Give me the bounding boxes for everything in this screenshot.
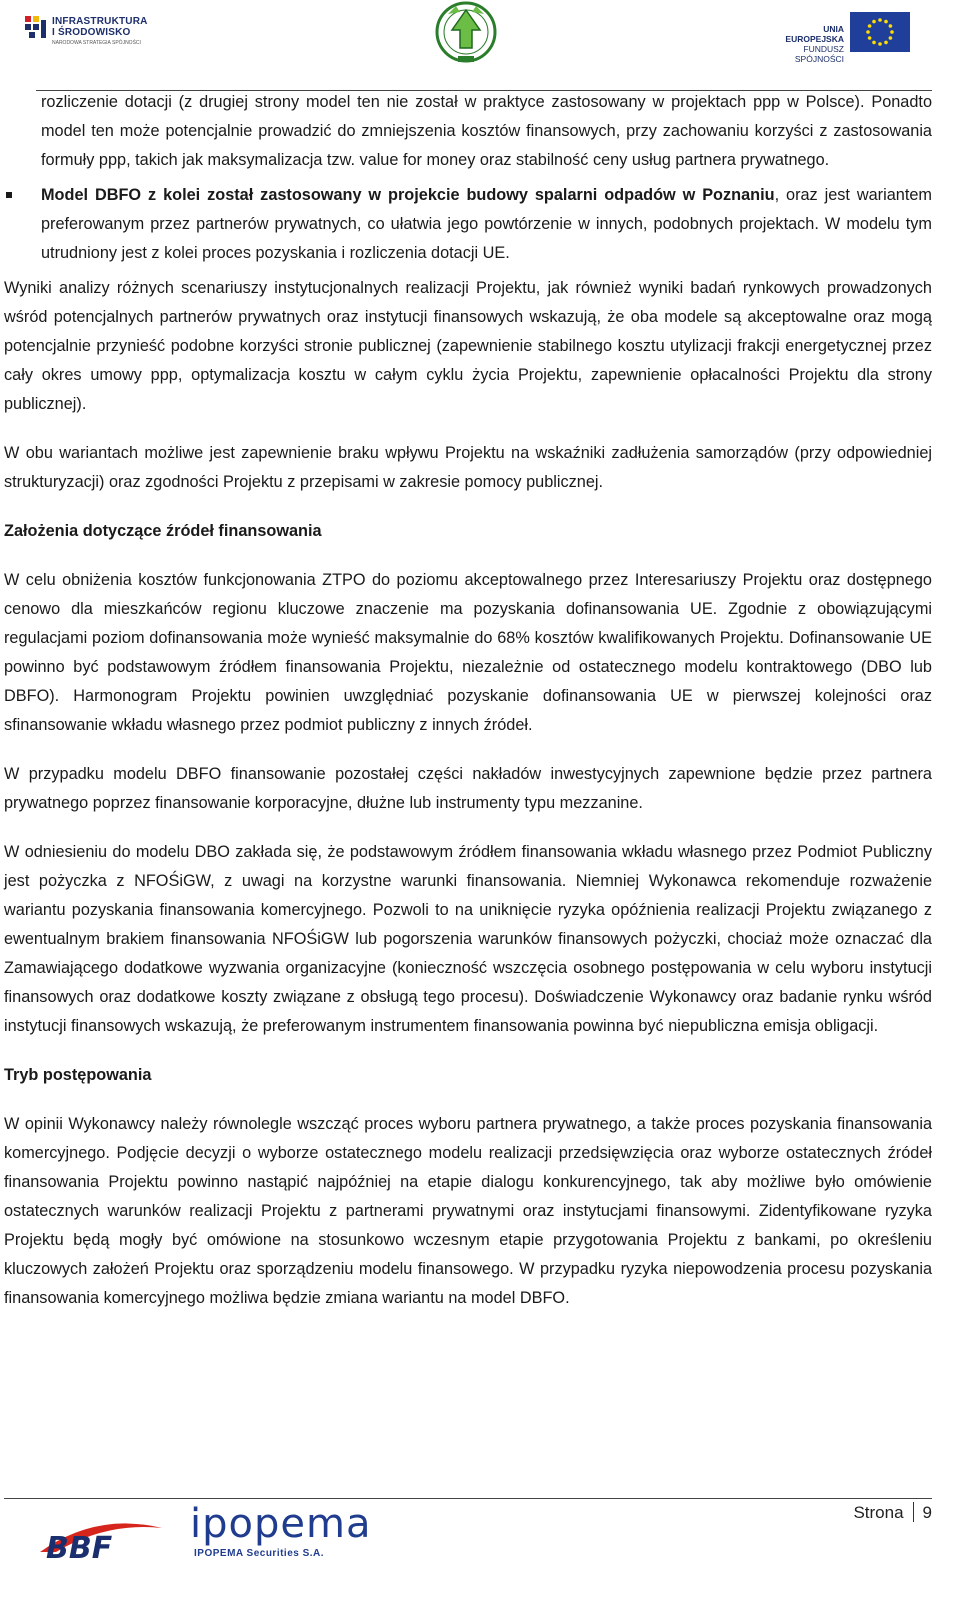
bullet-item-dbfo — [4, 181, 932, 268]
bullet-text: , oraz jest wariantem preferowanym przez partnerów prywatnych, co ułatwia jego powtórzenie w innych, podobnych projektach. W modelu tym utrudniony jest z kolei proces pozyskania i rozliczenia dotacji UE. — [41, 186, 932, 262]
ipopema-subtitle: IPOPEMA Securities S.A. — [194, 1548, 325, 1559]
unia-europejska-logo — [764, 12, 924, 64]
paragraph-debt-impact: W obu wariantach możliwe jest zapewnienie braku wpływu Projektu na wskaźniki zadłużenia samorządów (przy odpowiedniej strukturyzacji) oraz zgodności Projektu z przepisami w zakresie pomocy publicznej. — [4, 444, 932, 491]
page-number — [853, 1502, 932, 1523]
document-body — [4, 88, 932, 1313]
heading-procedure: Tryb postępowania — [4, 1066, 152, 1084]
eu-flag-icon — [850, 12, 910, 52]
infra-logo-line1: INFRASTRUKTURA — [52, 16, 148, 27]
ipopema-logo — [190, 1502, 380, 1562]
page-header — [0, 0, 960, 92]
page-number-value: 9 — [922, 1503, 932, 1522]
ipopema-wordmark: ipopema — [190, 1501, 372, 1547]
bbf-logo-icon — [36, 1512, 166, 1562]
bullet-bold-text: Model DBFO z kolei został zastosowany w projekcie budowy spalarni odpadów w Poznaniu — [41, 186, 775, 204]
paragraph-eu-cofinancing: W celu obniżenia kosztów funkcjonowania ZTPO do poziomu akceptowalnego przez Interesariuszy Projektu oraz dostępnego cenowo dla mieszkańców regionu kluczowe znaczenie ma pozyskania dofinansowania UE. Zgodnie z obowiązującymi regulacjami poziom dofinansowania może wynieść maksymalnie do 68% kosztów kwalifikowanych Projektu. Dofinansowanie UE powinno być podstawowym źródłem finansowania Projektu, niezależnie od ostatecznego modelu kontraktowego (DBO lub DBFO). Harmonogram Projektu powinien uwzględniać pozyskanie dofinansowania UE w pierwszej kolejności oraz sfinansowanie wkładu własnego przez podmiot publiczny z innych źródeł. — [4, 571, 932, 734]
page-separator — [913, 1502, 914, 1522]
paragraph-dbo-financing: W odniesieniu do modelu DBO zakłada się, że podstawowym źródłem finansowania wkładu własnego przez Podmiot Publiczny jest pożyczka z NFOŚiGW, z uwagi na korzystne warunki finansowania. Niemniej Wykonawca rekomenduje rozważenie wariantu pozyskania finansowania komercyjnego. Pozwoli to na uniknięcie ryzyka opóźnienia realizacji Projektu związanego z ewentualnym brakiem finansowania NFOŚiGW lub pogorszenia warunków finansowych pożyczki, chociaż może oznaczać dla Zamawiającego dodatkowe wyzwania organizacyjne (konieczność wszczęcia osobnego postępowania w celu wyboru instytucji finansowych oraz dodatkowe koszty związane z obsługą tego procesu). Doświadczenie Wykonawcy oraz badanie rynku wśród instytucji finansowych wskazują, że preferowanym instrumentem finansowania powinna być niepubliczna emisja obligacji. — [4, 843, 932, 1035]
bbf-logo — [36, 1512, 166, 1562]
ue-logo-line1: UNIA EUROPEJSKA — [785, 24, 844, 44]
heading-financing-assumptions: Założenia dotyczące źródeł finansowania — [4, 522, 322, 540]
paragraph-procedure: W opinii Wykonawcy należy równolegle wszcząć proces wyboru partnera prywatnego, a także proces pozyskania finansowania komercyjnego. Podjęcie decyzji o wyborze ostatecznego modelu realizacji przedsięwzięcia oraz wyborze ostatecznych źródeł finansowania Projektu powinno nastąpić najpóźniej na etapie dialogu konkurencyjnego, tak aby możliwe było omówienie ostatecznych warunków realizacji Projektu z partnerami prywatnymi oraz instytucjami finansowymi. Zidentyfikowane ryzyka Projektu będą mogły być omówione na stosunkowo wczesnym etapie przygotowania Projektu z bankami, po określeniu kluczowych założeń Projektu oraz sporządzeniu modelu finansowego. W przypadku ryzyka niepowodzenia procesu pozyskania finansowania komercyjnego możliwa będzie zmiana wariantu na model DBFO. — [4, 1115, 932, 1307]
square-bullet-icon — [6, 192, 12, 198]
zuk-logo-icon — [434, 0, 498, 66]
infra-logo-line3: NARODOWA STRATEGIA SPÓJNOŚCI — [52, 40, 141, 46]
svg-text:BBF: BBF — [46, 1531, 113, 1562]
paragraph-scenarios: Wyniki analizy różnych scenariuszy instytucjonalnych realizacji Projektu, jak również wyniki badań rynkowych prowadzonych wśród potencjalnych partnerów prywatnych oraz instytucji finansowych wskazują, że oba modele są akceptowalne oraz mogą potencjalnie przynieść podobne korzyści stronie publicznej (zapewnienie stabilnego kosztu utylizacji frakcji energetycznej przez cały okres umowy ppp, optymalizacja kosztu w całym cyklu życia Projektu, zapewnienie opłacalności Projektu dla strony publicznej). — [4, 279, 932, 413]
footer-divider — [4, 1498, 932, 1499]
paragraph-continuation: rozliczenie dotacji (z drugiej strony model ten nie został w praktyce zastosowany w projektach ppp w Polsce). Ponadto model ten może potencjalnie prowadzić do zmniejszenia kosztów finansowych, przy zachowaniu korzyści z zastosowania formuły ppp, takich jak maksymalizacja tzw. value for money oraz stabilność ceny usług partnera prywatnego. — [41, 93, 932, 169]
nss-emblem-icon — [22, 12, 48, 46]
infrastruktura-srodowisko-logo — [22, 12, 148, 50]
paragraph-dbfo-financing: W przypadku modelu DBFO finansowanie pozostałej części nakładów inwestycyjnych zapewnione będzie przez partnera prywatnego poprzez finansowanie korporacyjne, dłużne lub instrumenty typu mezzanine. — [4, 765, 932, 812]
ue-logo-line2: FUNDUSZ SPÓJNOŚCI — [794, 44, 844, 64]
page-label: Strona — [853, 1503, 904, 1522]
infra-logo-line2: I ŚRODOWISKO — [52, 27, 131, 38]
